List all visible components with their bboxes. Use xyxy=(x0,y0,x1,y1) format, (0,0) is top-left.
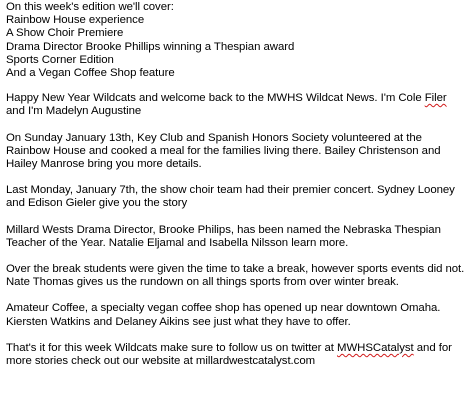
closing-text-end: and for more stories check out our website at millardwestcatalyst.com xyxy=(6,341,452,368)
rainbow-house-paragraph: On Sunday January 13th, Key Club and Spanish Honors Society volunteered at the Rainbow House and cooked a meal for the families living there. Bailey Christenson and Hailey Manrose bring you more details. xyxy=(6,131,441,171)
agenda-list xyxy=(6,1,465,80)
welcome-text-start: Happy New Year Wildcats and welcome back to the MWHS Wildcat News. I'm Cole xyxy=(6,92,425,105)
show-choir-paragraph: Last Monday, January 7th, the show choir team had their premier concert. Sydney Looney and Edison Gieler give you the story xyxy=(6,184,455,210)
welcome-text-end: and I'm Madelyn Augustine xyxy=(6,105,142,118)
agenda-item: A Show Choir Premiere xyxy=(6,27,124,40)
coffee-shop-paragraph: Amateur Coffee, a specialty vegan coffee shop has opened up near downtown Omaha. Kiersten Watkins and Delaney Aikins see just what they have to offer. xyxy=(6,302,441,328)
closing-paragraph xyxy=(6,342,465,368)
agenda-item: And a Vegan Coffee Shop feature xyxy=(6,67,175,80)
welcome-paragraph xyxy=(6,92,465,118)
document-body xyxy=(6,1,465,368)
agenda-intro: On this week's edition we'll cover: xyxy=(6,1,174,13)
closing-text-start: That's it for this week Wildcats make sure to follow us on twitter at xyxy=(6,341,338,354)
drama-director-paragraph: Millard Wests Drama Director, Brooke Philips, has been named the Nebraska Thespian Teacher of the Year. Natalie Eljamal and Isabella Nilsson learn more. xyxy=(6,223,441,249)
twitter-handle[interactable]: MWHSCatalyst xyxy=(337,341,414,354)
spellcheck-flagged-word[interactable]: Filer xyxy=(424,92,447,105)
agenda-item: Sports Corner Edition xyxy=(6,53,114,66)
agenda-item: Drama Director Brooke Phillips winning a Thespian award xyxy=(6,40,295,53)
agenda-item: Rainbow House experience xyxy=(6,14,145,27)
sports-paragraph: Over the break students were given the time to take a break, however sports events did not. Nate Thomas gives us the rundown on all things sports from over winter break. xyxy=(6,263,465,289)
